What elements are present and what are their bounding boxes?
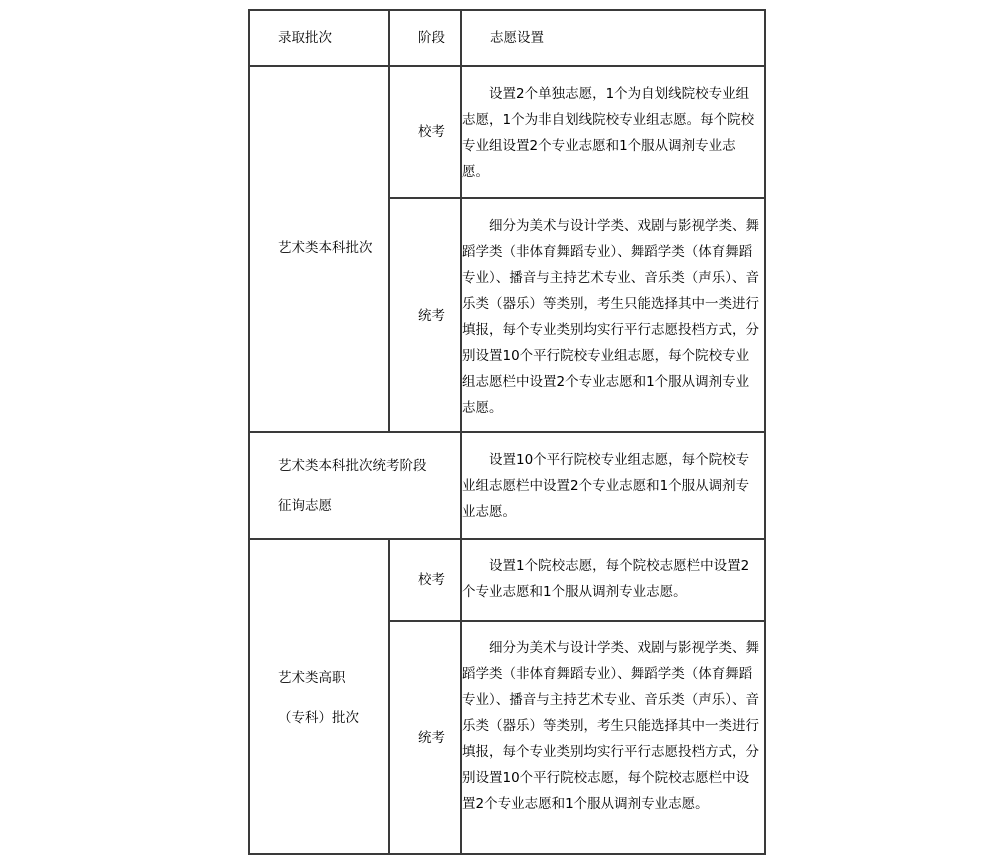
row-1-stage-2-setting: 细分为美术与设计学类、戏剧与影视学类、舞蹈学类（非体育舞蹈专业）、舞蹈学类（体育舞蹈专业）、播音与主持艺术专业、音乐类（声乐）、音乐类（器乐）等类别，考生只能选择其中一类进行填报，每个专业类别均实行平行志愿投档方式，分别设置10个平行院校专业组志愿，每个院校专业组志愿栏中设置2个专业志愿和1个服从调剂专业志愿。: [462, 218, 759, 416]
row-3-stage-2: 统考: [418, 730, 445, 746]
col-divider-batch-top: [388, 9, 390, 433]
row-divider-row-2: [248, 538, 766, 540]
row-3-stage-2-setting: 细分为美术与设计学类、戏剧与影视学类、舞蹈学类（非体育舞蹈专业）、舞蹈学类（体育舞蹈专业）、播音与主持艺术专业、音乐类（声乐）、音乐类（器乐）等类别，考生只能选择其中一类进行填报，每个专业类别均实行平行志愿投档方式，分别设置10个平行院校志愿，每个院校志愿栏中设置2个专业志愿和1个服从调剂专业志愿。: [462, 640, 759, 812]
header-stage: 阶段: [418, 30, 445, 46]
row-2-setting: 设置10个平行院校专业组志愿，每个院校专业组志愿栏中设置2个专业志愿和1个服从调剂专业志愿。: [462, 452, 750, 520]
header-setting: 志愿设置: [490, 30, 544, 46]
row-1-stage-2: 统考: [418, 308, 445, 324]
row-2-batch-line2: 征询志愿: [278, 498, 332, 514]
col-divider-batch-bottom: [388, 538, 390, 855]
row-divider-stage-3: [388, 620, 766, 622]
row-1-stage-1-setting: 设置2个单独志愿，1个为自划线院校专业组志愿，1个为非自划线院校专业组志愿。每个院校专业组设置2个专业志愿和1个服从调剂专业志愿。: [462, 86, 755, 180]
row-2-batch-line1: 艺术类本科批次统考阶段: [278, 458, 427, 474]
admission-table: [248, 9, 766, 855]
row-1-batch: 艺术类本科批次: [278, 240, 373, 256]
row-divider-stage-1: [388, 197, 766, 199]
table-border-top: [248, 9, 766, 11]
table-border-bottom: [248, 853, 766, 855]
row-1-stage-1: 校考: [418, 124, 445, 140]
row-divider-header: [248, 65, 766, 67]
row-3-stage-1: 校考: [418, 572, 445, 588]
row-divider-row-1: [248, 431, 766, 433]
row-3-batch-line1: 艺术类高职: [278, 670, 346, 686]
header-batch: 录取批次: [278, 30, 332, 46]
row-3-batch-line2: （专科）批次: [278, 710, 359, 726]
row-3-stage-1-setting: 设置1个院校志愿，每个院校志愿栏中设置2个专业志愿和1个服从调剂专业志愿。: [462, 558, 750, 600]
